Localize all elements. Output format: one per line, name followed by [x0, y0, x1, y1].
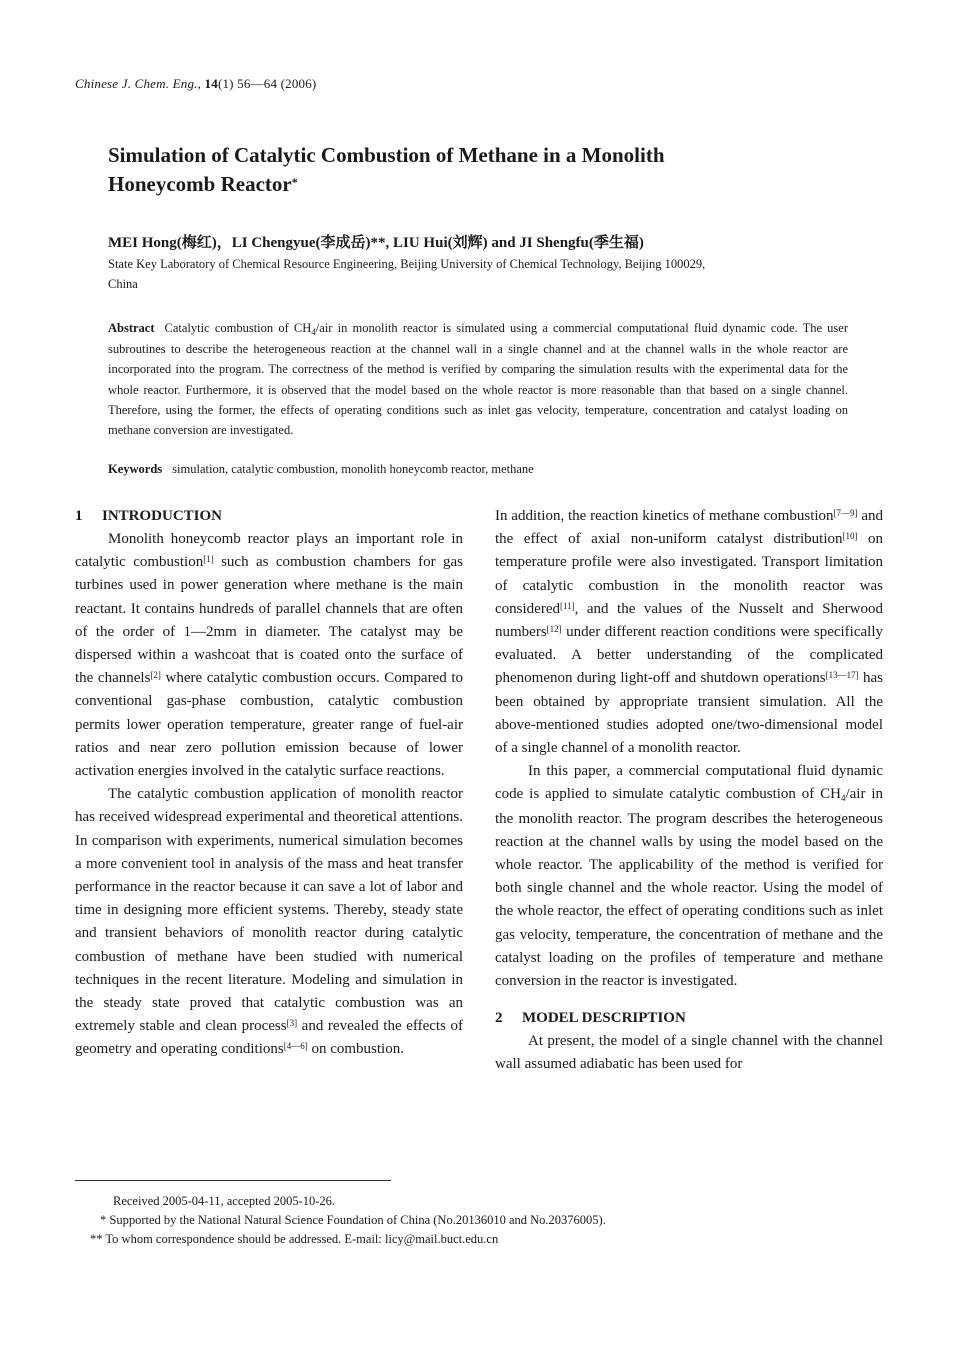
affiliation-line-2: China [108, 277, 138, 291]
paper-title [108, 141, 868, 199]
intro-paragraph-1 [75, 528, 463, 783]
text-run: on temperature profile were also investigated. Transport limitation of catalytic combustion in the monolith reactor was considered [495, 531, 883, 617]
citation: [7—9] [833, 508, 858, 518]
footnote-divider [75, 1180, 391, 1181]
affiliation [108, 254, 838, 294]
citation: [2] [150, 670, 161, 681]
left-column [75, 505, 463, 1062]
footnote-correspondence: ** To whom correspondence should be addressed. E-mail: licy@mail.buct.edu.cn [90, 1232, 499, 1246]
citation: [11] [559, 600, 575, 611]
journal-volume: 14 [204, 76, 218, 91]
title-line-1: Simulation of Catalytic Combustion of Methane in a Monolith [108, 143, 665, 167]
subscript: 4 [840, 793, 846, 804]
text-run: such as combustion chambers for gas turbines used in power generation where methane is the main reactant. It contains hundreds of parallel channels that are often of the order of 1—2mm in diameter. The catalyst may be dispersed within a washcoat that is coated onto the surface of the channels [75, 554, 463, 687]
author-list: MEI Hong(梅红)，LI Chengyue(李成岳)**, LIU Hui(刘辉) and JI Shengfu(季生福) [108, 235, 644, 251]
text-run: , and the values of the Nusselt and Sherwood numbers [495, 600, 883, 641]
citation: [12] [546, 624, 562, 635]
right-column [495, 505, 883, 1077]
model-paragraph-1: At present, the model of a single channel with the channel wall assumed adiabatic has been used for [495, 1033, 883, 1073]
section-title: INTRODUCTION [102, 508, 223, 524]
abstract [108, 318, 848, 440]
journal-issue-pages: (1) 56—64 (2006) [217, 76, 317, 91]
text-run: has been obtained by appropriate transient simulation. All the above-mentioned studies adopted one/two-dimensional model of a single channel of a monolith reactor. [495, 670, 883, 757]
affiliation-line-1: State Key Laboratory of Chemical Resource Engineering, Beijing University of Chemical Technology, Beijing 100029, [108, 257, 706, 271]
intro-paragraph-4 [495, 760, 883, 993]
abstract-label: Abstract [108, 321, 155, 335]
text-run: The catalytic combustion application of monolith reactor has received widespread experimental and theoretical attentions. In comparison with experiments, numerical simulation becomes a more convenient tool in analysis of the mass and heat transfer performance in the reactor because it can save a lot of labor and time in designing more efficient systems. Thereby, steady state and transient behaviors of monolith reactor during catalytic combustion of methane have been studied with numerical techniques in the recent literature. Modeling and simulation in the steady state proved that catalytic combustion was an extremely stable and clean process [75, 786, 463, 1035]
intro-paragraph-2 [75, 783, 463, 1061]
text-run: /air in the monolith reactor. The program describes the heterogeneous reaction at the channel walls by using the model based on the whole reactor. The applicability of the method is verified for both single channel and the whole reactor. Using the model of the whole reactor, the effect of operating conditions such as inlet gas velocity, temperature, the concentration of methane and the catalyst loading on the profiles of temperature and methane conversion in the reactor is investigated. [495, 786, 884, 990]
journal-citation [75, 76, 316, 92]
keywords-label: Keywords [108, 462, 163, 476]
text-run: under different reaction conditions were specifically evaluated. A better understanding of the complicated phenomenon during light-off and shutdown operations [495, 624, 883, 687]
section-number: 1 [75, 508, 83, 524]
text-run: Monolith honeycomb reactor plays an important role in catalytic combustion [75, 531, 463, 571]
text-run: where catalytic combustion occurs. Compared to conventional gas-phase combustion, catalytic combustion permits lower operation temperature, greater range of fuel-air ratios and near zero pollution emission because of lower activation energies involved in the catalytic surface reactions. [75, 670, 463, 780]
citation: [4—6] [283, 1041, 308, 1052]
section-title: MODEL DESCRIPTION [522, 1010, 686, 1027]
citation: [3] [286, 1018, 298, 1029]
text-run: and the effect of axial non-uniform catalyst distribution [495, 508, 883, 548]
section-heading-model-description [495, 1007, 883, 1030]
section-number: 2 [495, 1010, 503, 1027]
citation: [1] [203, 554, 214, 565]
citation: [10] [842, 531, 858, 542]
intro-paragraph-3 [495, 505, 883, 760]
abstract-text-a: Catalytic combustion of CH [164, 321, 312, 335]
abstract-text-b: /air in monolith reactor is simulated using a commercial computational fluid dynamic code. The user subroutines to describe the heterogeneous reaction at the channel wall in a single channel and at the channel walls in the whole reactor are incorporated into the program. The correctness of the method is verified by comparing the simulation results with the experimental data for the whole reactor. Furthermore, it is observed that the model based on the whole reactor is more reasonable than that based on a single channel. Therefore, using the former, the effects of operating conditions such as inlet gas velocity, temperature, concentration and catalyst loading on methane conversion are investigated. [108, 321, 849, 438]
title-footnote-marker: * [291, 175, 298, 189]
abstract-subscript: 4 [311, 327, 316, 337]
footnote-received: Received 2005-04-11, accepted 2005-10-26. [113, 1194, 336, 1208]
keywords [108, 459, 848, 479]
keywords-text: simulation, catalytic combustion, monolith honeycomb reactor, methane [172, 462, 534, 476]
text-run: and revealed the effects of geometry and operating conditions [75, 1018, 463, 1058]
citation: [13—17] [825, 670, 859, 681]
journal-name: Chinese J. Chem. Eng., [75, 76, 202, 91]
text-run: In addition, the reaction kinetics of methane combustion [495, 508, 834, 524]
title-line-2: Honeycomb Reactor [108, 172, 292, 196]
text-run: In this paper, a commercial computational fluid dynamic code is applied to simulate catalytic combustion of CH [495, 763, 883, 803]
section-heading-introduction [75, 505, 463, 528]
footnotes [90, 1192, 850, 1249]
footnote-support: * Supported by the National Natural Science Foundation of China (No.20136010 and No.20376005). [100, 1213, 606, 1227]
text-run: on combustion. [307, 1041, 404, 1058]
